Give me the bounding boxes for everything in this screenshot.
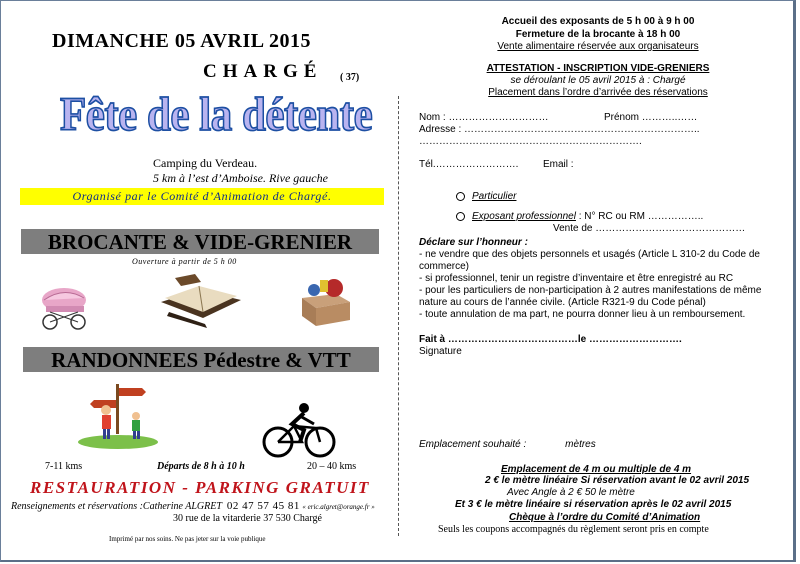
- contact-address: 30 rue de la vitarderie 37 530 Chargé: [173, 513, 322, 524]
- exposant-pro-radio[interactable]: [456, 212, 465, 221]
- event-date: DIMANCHE 05 AVRIL 2015: [52, 30, 311, 52]
- organiser-banner: Organisé par le Comité d’Animation de Chargé.: [20, 188, 384, 205]
- location-line-2: 5 km à l’est d’Amboise. Rive gauche: [153, 171, 328, 185]
- reception-hours: Accueil des exposants de 5 h 00 à 9 h 00: [501, 16, 695, 27]
- event-title: Fête de la détente: [60, 89, 373, 141]
- rc-field: : N° RC ou RM ……………..: [575, 211, 704, 222]
- info-label: Renseignements et réservations :: [11, 501, 143, 512]
- fait-a-line: Fait à …………………………………le ……………………….: [419, 334, 682, 345]
- nom-field: Nom : …………………………: [419, 112, 549, 123]
- email-field: Email :: [543, 159, 574, 170]
- exposant-pro-line: [472, 211, 703, 222]
- declaration-4: - toute annulation de ma part, ne pourra donner lieu à un remboursement.: [419, 309, 746, 320]
- declaration-1: - ne vendre que des objets personnels et usagés (Article L 310-2 du Code de commerce): [419, 249, 760, 272]
- hikers-illustration: [76, 380, 160, 450]
- form-subtitle: se déroulant le 05 avril 2015 à : Chargé: [510, 75, 686, 86]
- restauration-parking: RESTAURATION - PARKING GRATUIT: [30, 478, 370, 497]
- location-line-1: Camping du Verdeau.: [153, 156, 258, 170]
- baby-cradle-illustration: [36, 282, 92, 332]
- info-email: « eric.algret@orange.fr »: [302, 503, 375, 511]
- bike-distance: 20 – 40 kms: [307, 461, 357, 472]
- info-contact: Catherine ALGRET: [142, 501, 222, 512]
- walk-distance: 7-11 kms: [45, 461, 83, 472]
- town-name: CHARGÉ: [203, 61, 323, 82]
- info-phone: 02 47 57 45 81: [226, 500, 300, 512]
- particulier-label: Particulier: [472, 191, 517, 202]
- exposant-pro-label: Exposant professionnel: [472, 211, 576, 222]
- closing-time: Fermeture de la brocante à 18 h 00: [515, 29, 681, 40]
- price-angle: Avec Angle à 2 € 50 le mètre: [507, 487, 635, 498]
- randonnees-banner: RANDONNEES Pédestre & VTT: [23, 347, 379, 372]
- declaration-2: - si professionnel, tenir un registre d’inventaire et être enregistré au RC: [419, 273, 734, 284]
- prenom-field: Prénom ………..……: [604, 112, 698, 123]
- price-before: 2 € le mètre linéaire Si réservation avant le 02 avril 2015: [485, 475, 750, 486]
- form-title: ATTESTATION - INSCRIPTION VIDE-GRENIERS: [486, 63, 710, 74]
- cyclist-illustration: [260, 402, 338, 460]
- emplacement-rule: Emplacement de 4 m ou multiple de 4 m: [501, 464, 692, 475]
- placement-note: Placement dans l’ordre d’arrivée des réservations: [488, 87, 708, 98]
- vente-field: Vente de ………………………………………: [553, 223, 746, 234]
- tel-field: Tél.…………………….: [419, 159, 519, 170]
- printed-note: Imprimé par nos soins. Ne pas jeter sur la voie publique: [109, 535, 266, 543]
- toy-box-illustration: [296, 276, 356, 328]
- adresse-field: Adresse : ……………………………………………………………..: [419, 124, 700, 135]
- adresse-field-line2: ………………………………………………………….: [419, 136, 642, 147]
- price-after: Et 3 € le mètre linéaire si réservation après le 02 avril 2015: [455, 499, 732, 510]
- particulier-radio[interactable]: [456, 192, 465, 201]
- declaration-3: - pour les particuliers de non-participation à 2 autres manifestations de même nature au cours de l’année civile. (Article R321-9 du Code pénal): [419, 285, 762, 308]
- declare-heading: Déclare sur l’honneur :: [419, 237, 528, 248]
- column-divider: [398, 96, 399, 536]
- info-line: [11, 500, 375, 512]
- signature-label: Signature: [419, 346, 462, 357]
- old-books-illustration: [155, 272, 245, 328]
- coupons-note: Seuls les coupons accompagnés du règlement seront pris en compte: [438, 524, 709, 535]
- opening-time: Ouverture à partir de 5 h 00: [132, 257, 237, 266]
- departure-times: Départs de 8 h à 10 h: [157, 461, 245, 472]
- food-note: Vente alimentaire réservée aux organisateurs: [497, 41, 699, 52]
- emplacement-souhaite: Emplacement souhaité : mètres: [419, 439, 596, 450]
- brocante-banner: BROCANTE & VIDE-GRENIER: [21, 229, 379, 254]
- cheque-order: Chèque à l’ordre du Comité d’Animation: [509, 512, 701, 523]
- department-number: ( 37): [340, 72, 360, 83]
